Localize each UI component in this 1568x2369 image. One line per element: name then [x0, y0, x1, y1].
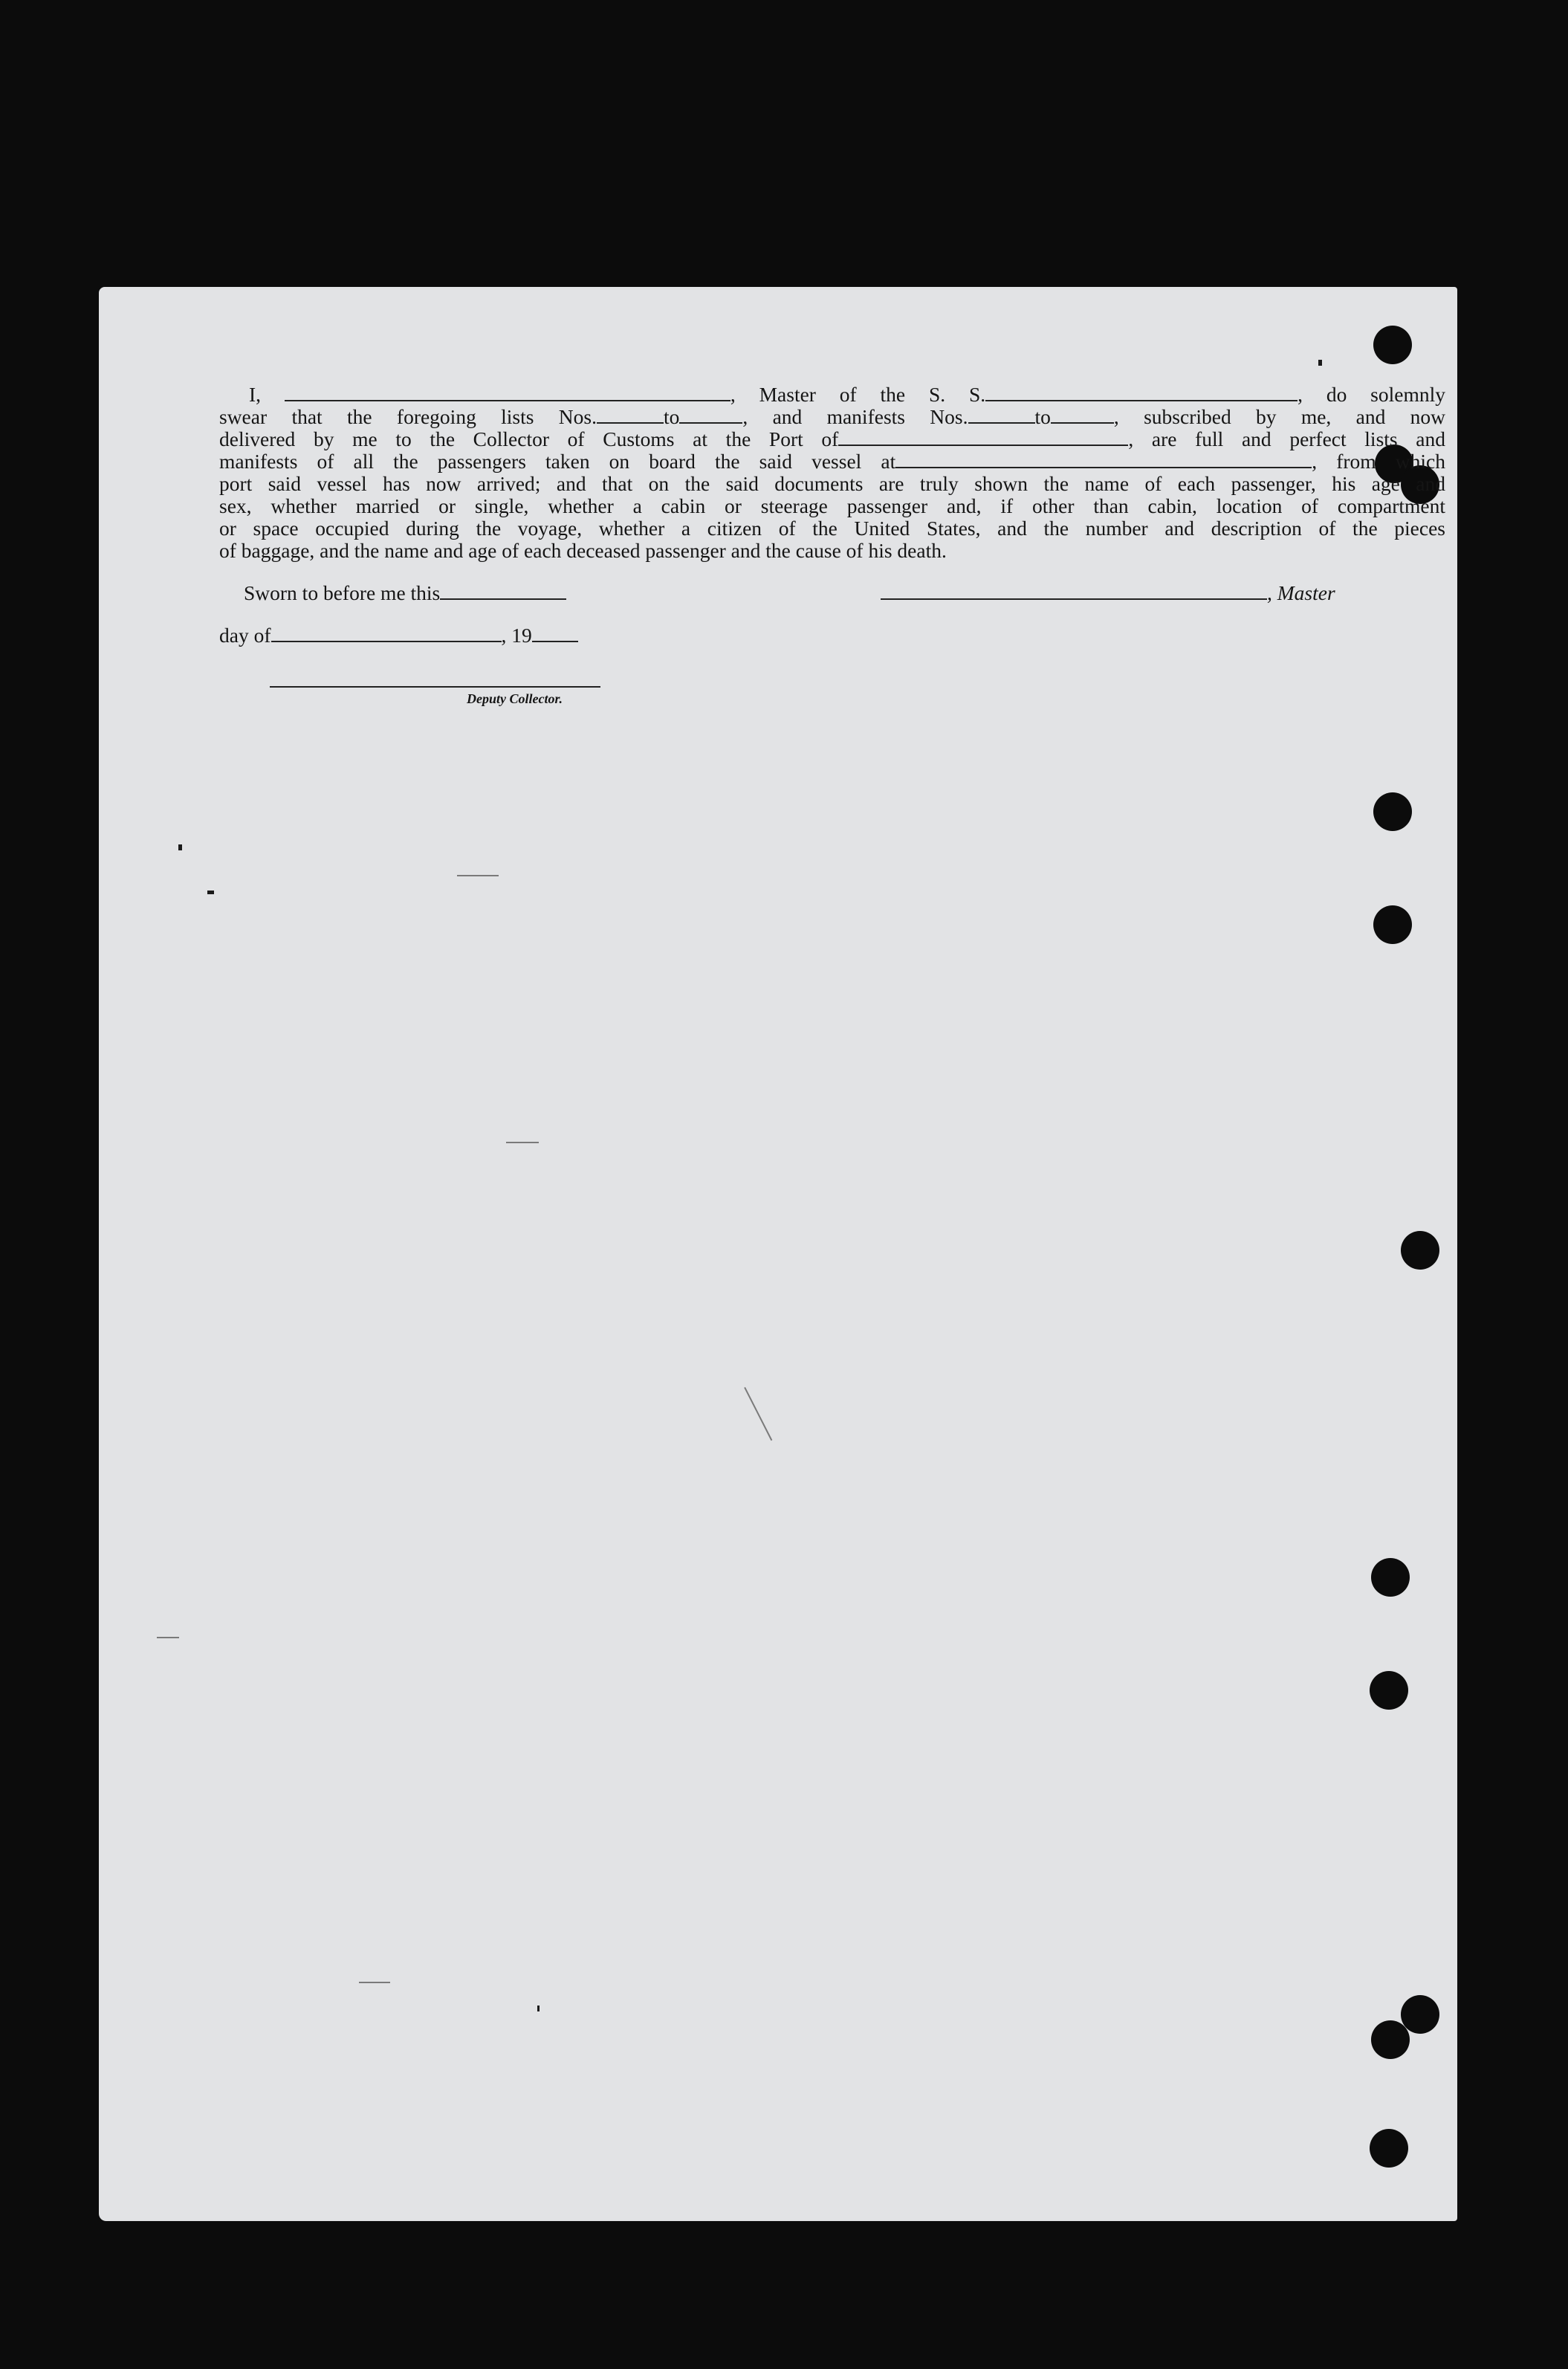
manifests-from-field[interactable]	[968, 409, 1035, 424]
scan-speck	[1318, 360, 1322, 366]
scan-mark	[457, 875, 499, 876]
punch-hole-1	[1373, 326, 1412, 364]
lists-to-field[interactable]	[679, 409, 742, 424]
punch-hole-9	[1401, 1995, 1439, 2034]
port-field[interactable]	[838, 431, 1128, 446]
deputy-signature-line[interactable]	[270, 686, 600, 688]
oath-paragraph	[219, 384, 1445, 562]
master-signature: , Master	[881, 581, 1335, 605]
scan-mark	[157, 1637, 179, 1638]
embarkation-port-field[interactable]	[895, 453, 1312, 468]
punch-hole-10	[1371, 2020, 1410, 2059]
day-of-field[interactable]	[271, 627, 502, 642]
master-signature-field[interactable]	[881, 585, 1267, 600]
scan-mark	[506, 1142, 539, 1143]
scan-mark	[744, 1387, 772, 1441]
year-field[interactable]	[532, 627, 578, 642]
document-page	[99, 287, 1457, 2221]
oath-line-7: or space occupied during the voyage, whether a citizen of the United States, and the number and description of the pieces	[219, 517, 1445, 540]
punch-hole-5	[1373, 905, 1412, 944]
oath-line-3: delivered by me to the Collector of Customs at the Port of , are full and perfect lists and	[219, 427, 1445, 450]
punch-hole-6	[1401, 1231, 1439, 1270]
oath-line-6: sex, whether married or single, whether a cabin or steerage passenger and, if other than cabin, location of compartment	[219, 494, 1445, 517]
oath-line-5: port said vessel has now arrived; and that on the said documents are truly shown the name of each passenger, his age and	[219, 472, 1445, 495]
punch-hole-8	[1370, 1671, 1408, 1710]
master-name-field[interactable]	[285, 387, 730, 401]
oath-line-4: manifests of all the passengers taken on board the said vessel at , from which	[219, 450, 1445, 473]
sworn-label: Sworn to before me this	[244, 581, 566, 605]
day-of-label: day of , 19	[219, 624, 578, 647]
oath-line-1: I, , Master of the S. S. , do solemnly	[249, 383, 1445, 406]
scan-speck	[178, 844, 182, 850]
ship-name-field[interactable]	[985, 387, 1298, 401]
oath-line-2: swear that the foregoing lists Nos. to , and manifests Nos. to , subscribed by me, and now	[219, 405, 1446, 428]
scan-speck	[537, 2006, 540, 2011]
punch-hole-11	[1370, 2129, 1408, 2168]
punch-hole-7	[1371, 1558, 1410, 1597]
scan-speck	[207, 891, 214, 894]
scan-mark	[359, 1982, 390, 1983]
sworn-date-field[interactable]	[440, 585, 566, 600]
punch-hole-4	[1373, 792, 1412, 831]
oath-line-8: of baggage, and the name and age of each deceased passenger and the cause of his death.	[219, 539, 947, 562]
manifests-to-field[interactable]	[1051, 409, 1114, 424]
deputy-collector-label: Deputy Collector.	[467, 691, 563, 706]
lists-from-field[interactable]	[597, 409, 664, 424]
